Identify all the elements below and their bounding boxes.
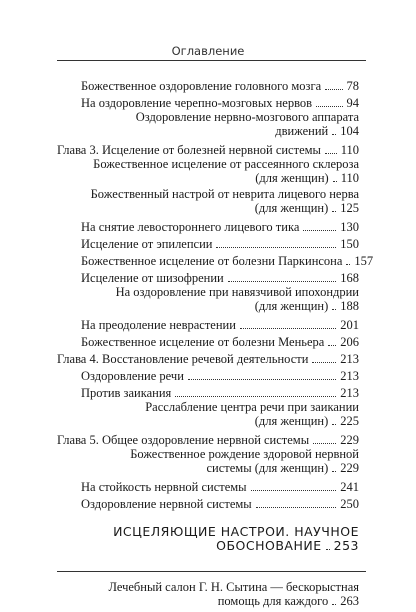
- toc-entry-continuation: [255, 414, 359, 428]
- dot-leader: [332, 309, 336, 310]
- toc-entry[interactable]: [0, 349, 416, 366]
- toc-entry[interactable]: [0, 332, 416, 349]
- dot-leader: [251, 490, 337, 491]
- toc-entry-title-line: Божественное исцеление от рассеянного склероза: [93, 157, 359, 171]
- page-number: 125: [340, 201, 359, 215]
- toc-entry-title: На оздоровление черепно-мозговых нервов: [81, 96, 313, 110]
- toc-entry[interactable]: [0, 268, 416, 285]
- toc-entry-title-line: помощь для каждого: [217, 594, 329, 608]
- page-number: 241: [340, 480, 359, 494]
- toc-entry[interactable]: [0, 140, 416, 157]
- toc-entry-title: Глава 4. Восстановление речевой деятельности: [57, 352, 309, 366]
- page-number: 206: [340, 335, 359, 349]
- page-number: 104: [340, 124, 359, 138]
- dot-leader: [312, 362, 336, 363]
- header-rule: [57, 60, 366, 61]
- toc-entry-title-line: Оздоровление нервно-мозгового аппарата: [135, 110, 359, 124]
- toc-entry[interactable]: [0, 366, 416, 383]
- page-number: 213: [340, 369, 359, 383]
- dot-leader: [328, 345, 336, 346]
- toc-entry[interactable]: [0, 383, 416, 400]
- toc-entry-continuation: [207, 461, 360, 475]
- toc-entry[interactable]: [0, 157, 416, 187]
- toc-entry-continuation: [275, 124, 359, 138]
- dot-leader: [188, 379, 336, 380]
- dot-leader: [332, 604, 336, 605]
- page-number: 150: [340, 237, 359, 251]
- dot-leader: [216, 247, 336, 248]
- toc-entry-title: Глава 3. Исцеление от болезней нервной системы: [57, 143, 321, 157]
- toc-entry-title-line: Божественное рождение здоровой нервной: [130, 447, 359, 461]
- dot-leader: [240, 328, 336, 329]
- dot-leader: [332, 211, 336, 212]
- section-heading-entry[interactable]: [0, 525, 416, 559]
- page-number: 229: [340, 461, 359, 475]
- spacer: [0, 559, 416, 571]
- dot-leader: [325, 89, 342, 90]
- page-number: 229: [340, 433, 359, 447]
- page-number: 110: [340, 143, 359, 157]
- running-header: Оглавление: [171, 44, 245, 58]
- toc-entry-continuation: [218, 594, 359, 608]
- dot-leader: [332, 424, 336, 425]
- page-number: 157: [354, 254, 374, 268]
- toc-entry[interactable]: [0, 217, 416, 234]
- page-number: 168: [340, 271, 359, 285]
- page-number: 130: [340, 220, 359, 234]
- page-number: 253: [333, 538, 359, 553]
- toc-entry-title-line: ОБОСНОВАНИЕ: [216, 538, 322, 553]
- toc-entry[interactable]: [0, 76, 416, 93]
- toc-entry-title: Божественное оздоровление головного мозга: [81, 79, 322, 93]
- page-number: 263: [340, 594, 359, 608]
- closing-entry[interactable]: [0, 580, 416, 612]
- dot-leader: [256, 507, 337, 508]
- toc-entry-continuation: [255, 299, 359, 313]
- toc-entry-title: Исцеление от эпилепсии: [81, 237, 213, 251]
- toc-entry-title: Исцеление от шизофрении: [81, 271, 224, 285]
- toc-entry-continuation: [255, 171, 359, 185]
- toc-entry-title-line: Лечебный салон Г. Н. Сытина — бескорыстная: [108, 580, 359, 594]
- toc-entry[interactable]: [0, 477, 416, 494]
- dot-leader: [175, 396, 336, 397]
- toc-entry-title-line: На оздоровление при навязчивой ипохондрии: [115, 285, 359, 299]
- toc-entry-title: На преодоление неврастении: [81, 318, 236, 332]
- toc-entry[interactable]: [0, 110, 416, 140]
- toc-entry[interactable]: [0, 285, 416, 315]
- toc-entry-title-line: (для женщин): [254, 414, 329, 428]
- toc-entry[interactable]: [0, 494, 416, 511]
- page-number: 225: [340, 414, 359, 428]
- dot-leader: [332, 134, 336, 135]
- page-number: 78: [346, 79, 359, 93]
- toc-entry-title-line: (для женщин): [254, 201, 329, 215]
- toc-entry-title: На снятие левостороннего лицевого тика: [81, 220, 300, 234]
- toc-entry[interactable]: [0, 251, 416, 268]
- toc-entry[interactable]: [0, 93, 416, 110]
- dot-leader: [325, 153, 337, 154]
- toc-entry-title: Глава 5. Общее оздоровление нервной системы: [57, 433, 310, 447]
- page-number: 250: [340, 497, 359, 511]
- toc-entry[interactable]: [0, 315, 416, 332]
- dot-leader: [333, 181, 337, 182]
- page-number: 213: [340, 352, 359, 366]
- page-number: 110: [340, 171, 359, 185]
- dot-leader: [303, 230, 336, 231]
- toc-entry-title: Против заикания: [81, 386, 172, 400]
- toc-entry-title-line: Божественный настрой от неврита лицевого нерва: [90, 187, 359, 201]
- toc-entry-title: Божественное исцеление от болезни Меньера: [81, 335, 325, 349]
- page-number: 94: [346, 96, 359, 110]
- toc-entry[interactable]: [0, 430, 416, 447]
- dot-leader: [313, 443, 336, 444]
- dot-leader: [332, 471, 336, 472]
- page-number: 201: [340, 318, 359, 332]
- toc-entry-title-line: Расслабление центра речи при заикании: [145, 400, 359, 414]
- spacer: [0, 572, 416, 580]
- toc-entry-title-line: движений: [275, 124, 329, 138]
- page-number: 188: [340, 299, 359, 313]
- toc-entry[interactable]: [0, 400, 416, 430]
- toc-entry[interactable]: [0, 187, 416, 217]
- toc-entry[interactable]: [0, 234, 416, 251]
- dot-leader: [346, 264, 350, 265]
- toc-entry-title-line: ИСЦЕЛЯЮЩИЕ НАСТРОИ. НАУЧНОЕ: [113, 524, 359, 539]
- toc-entry-title: На стойкость нервной системы: [81, 480, 247, 494]
- toc-entry[interactable]: [0, 447, 416, 477]
- toc-entry-title-line: системы (для женщин): [206, 461, 329, 475]
- toc-entry-title-line: (для женщин): [255, 171, 329, 185]
- toc-entry-continuation: [255, 201, 359, 215]
- table-of-contents: [0, 70, 416, 612]
- toc-entry-title-line: (для женщин): [254, 299, 329, 313]
- toc-entry-title: Божественное исцеление от болезни Паркинсона: [81, 254, 343, 268]
- toc-entry-continuation: [216, 539, 359, 553]
- toc-entry-title: Оздоровление нервной системы: [81, 497, 252, 511]
- dot-leader: [326, 549, 330, 550]
- page-number: 213: [340, 386, 359, 400]
- spacer: [0, 511, 416, 525]
- toc-entry-title: Оздоровление речи: [81, 369, 184, 383]
- dot-leader: [228, 281, 337, 282]
- dot-leader: [316, 106, 342, 107]
